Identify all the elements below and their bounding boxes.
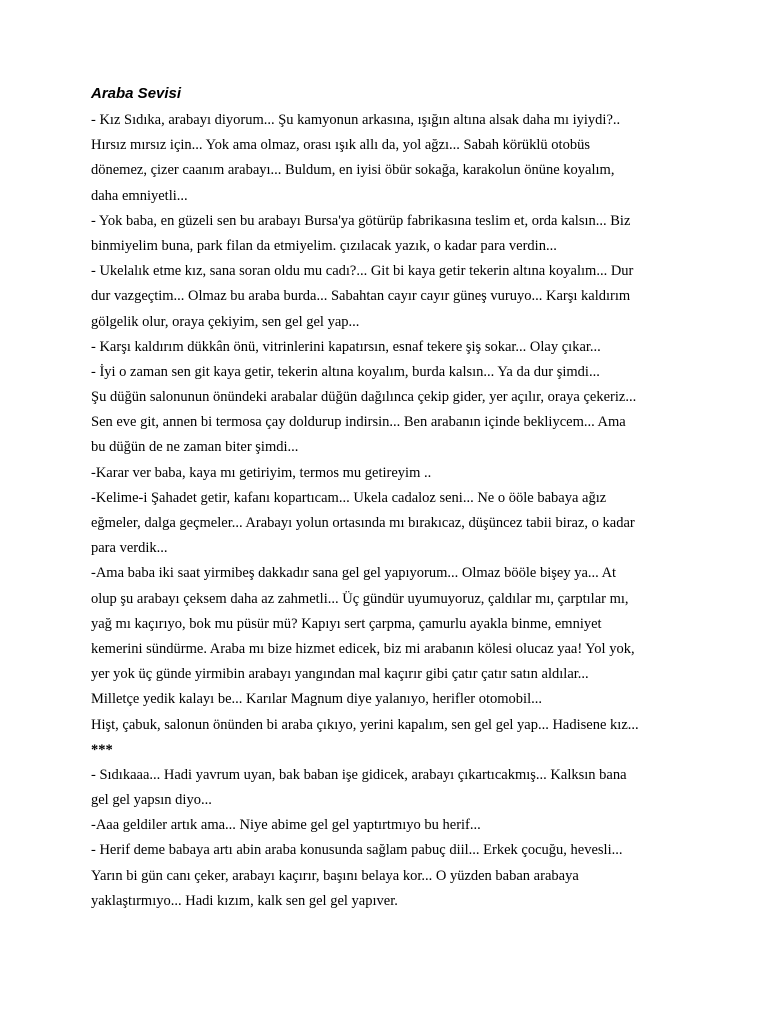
text-line: Hırsız mırsız için... Yok ama olmaz, orası ışık allı da, yol ağzı... Sabah körüklü otobüs xyxy=(91,137,590,154)
text-line: - Ukelalık etme kız, sana soran oldu mu cadı?... Git bi kaya getir tekerin altına koyalım... Dur xyxy=(91,263,634,280)
text-line: dönemez, çizer caanım arabayı... Buldum, en iyisi öbür sokağa, karakolun önüne koyalım, xyxy=(91,162,615,179)
text-line: - Herif deme babaya artı abin araba konusunda sağlam pabuç diil... Erkek çocuğu, hevesli... xyxy=(91,842,623,859)
text-line: olup şu arabayı çeksem daha az zahmetli... Üç gündür uyumuyoruz, çaldılar mı, çarptılar mı, xyxy=(91,590,629,607)
text-line: - Karşı kaldırım dükkân önü, vitrinlerini kapatırsın, esnaf tekere şiş sokar... Olay çıkar... xyxy=(91,338,601,355)
text-line: Hişt, çabuk, salonun önünden bi araba çıkıyo, yerini kapalım, sen gel gel yap... Hadisene kız... xyxy=(91,716,639,733)
document-body xyxy=(91,108,691,914)
text-line: -Ama baba iki saat yirmibeş dakkadır sana gel gel yapıyorum... Olmaz bööle bişey ya... At xyxy=(91,565,617,582)
text-line: -Aaa geldiler artık ama... Niye abime gel gel yaptırtmıyo bu herif... xyxy=(91,817,481,834)
section-separator: *** xyxy=(91,741,113,758)
text-line: Yarın bi gün canı çeker, arabayı kaçırır, başını belaya kor... O yüzden baban arabaya xyxy=(91,867,579,884)
text-line: yaklaştırmıyo... Hadi kızım, kalk sen gel gel yapıver. xyxy=(91,892,398,909)
text-line: gölgelik olur, oraya çekiyim, sen gel gel yap... xyxy=(91,313,360,330)
text-line: - Yok baba, en güzeli sen bu arabayı Bursa'ya götürüp fabrikasına teslim et, orda kalsın... Biz xyxy=(91,212,631,229)
text-line: eğmeler, dalga geçmeler... Arabayı yolun ortasında mı bırakıcaz, düşüncez tabii biraz, o kadar xyxy=(91,515,635,531)
text-line: dur vazgeçtim... Olmaz bu araba burda... Sabahtan cayır cayır güneş vuruyo... Karşı kaldırım xyxy=(91,288,631,305)
text-line: para verdik... xyxy=(91,540,168,557)
text-line: Şu düğün salonunun önündeki arabalar düğün dağılınca çekip gider, yer açılır, oraya çekeriz... xyxy=(91,389,637,406)
text-line: daha emniyetli... xyxy=(91,187,188,204)
text-line: Sen eve git, annen bi termosa çay doldurup indirsin... Ben arabanın içinde bekliycem... Ama xyxy=(91,414,626,431)
text-line: yer yok üç günde yirmibin arabayı yangından mal kaçırır gibi çatır çatır satın aldılar... xyxy=(91,666,589,683)
text-line: yağ mı kaçırıyo, bok mu püsür mü? Kapıyı sert çarpma, çamurlu ayakla binme, emniyet xyxy=(91,615,602,632)
text-line: binmiyelim buna, park filan da etmiyelim. çızılacak yazık, o kadar para verdin... xyxy=(91,237,557,254)
text-line: -Kelime-i Şahadet getir, kafanı kopartıcam... Ukela cadaloz seni... Ne o ööle babaya ağız xyxy=(91,489,607,506)
text-line: - Kız Sıdıka, arabayı diyorum... Şu kamyonun arkasına, ışığın altına alsak daha mı iyiydi?.. xyxy=(91,112,621,128)
text-line: kemerini sündürme. Araba mı bize hizmet edicek, biz mi arabanın kölesi olucaz yaa! Yol yok, xyxy=(91,640,635,657)
document-title: Araba Sevisi xyxy=(91,85,182,102)
text-line: gel gel yapsın diyo... xyxy=(91,792,212,809)
text-line: Milletçe yedik kalayı be... Karılar Magnum diye yalanıyo, herifler otomobil... xyxy=(91,691,542,708)
text-line: -Karar ver baba, kaya mı getiriyim, termos mu getireyim .. xyxy=(91,464,432,481)
text-line: bu düğün de ne zaman biter şimdi... xyxy=(91,439,299,456)
text-line: - İyi o zaman sen git kaya getir, tekerin altına koyalım, burda kalsın... Ya da dur şimdi... xyxy=(91,363,600,380)
text-line: - Sıdıkaaa... Hadi yavrum uyan, bak baban işe gidicek, arabayı çıkartıcakmış... Kalksın bana xyxy=(91,766,627,783)
